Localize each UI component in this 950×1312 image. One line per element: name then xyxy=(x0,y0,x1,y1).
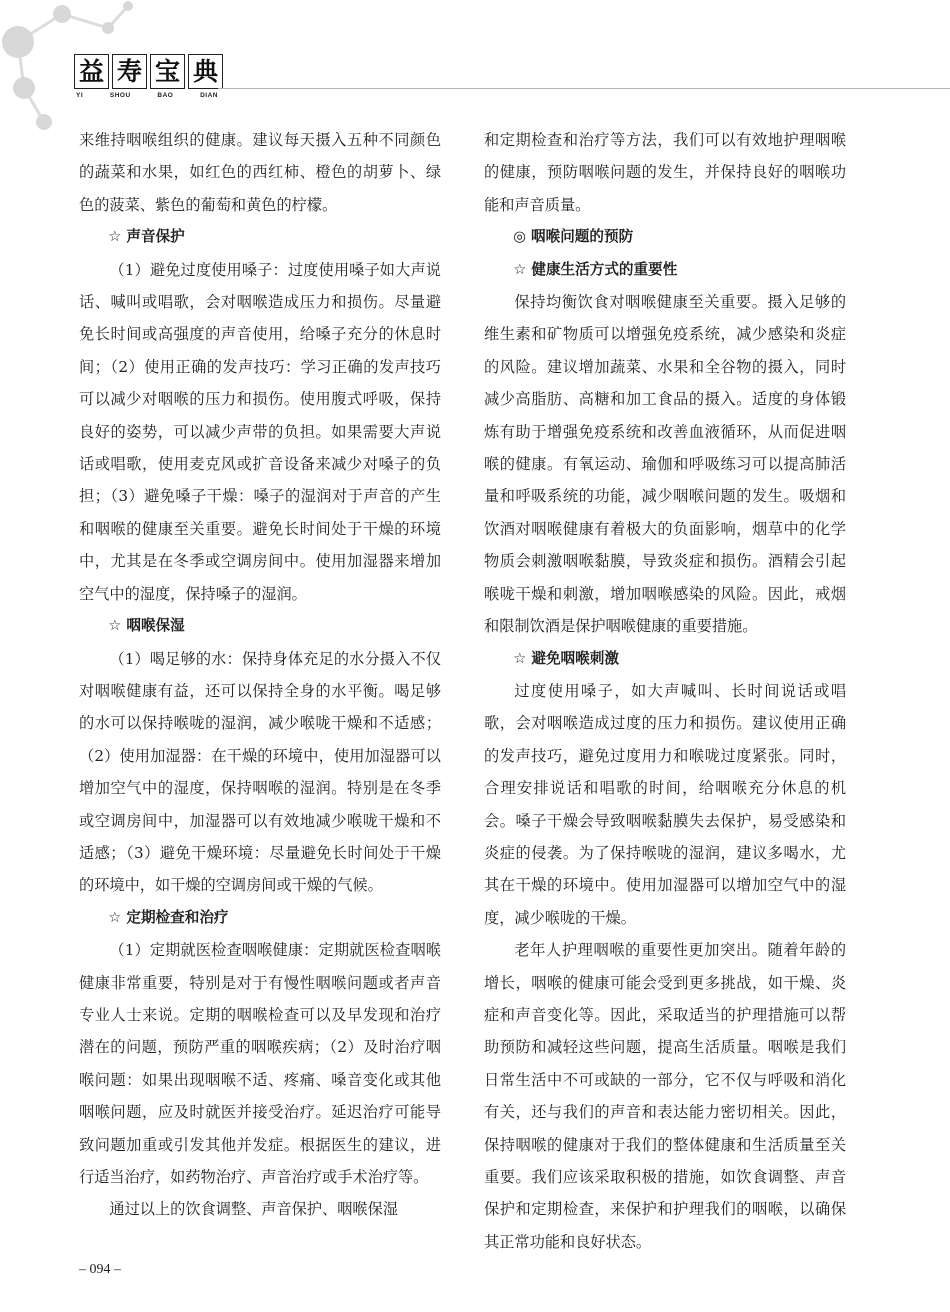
title-char: 寿 xyxy=(112,54,147,89)
paragraph: （1）定期就医检查咽喉健康：定期就医检查咽喉健康非常重要，特别是对于有慢性咽喉问题或者声音专业人士来说。定期的咽喉检查可以及早发现和治疗潜在的问题，预防严重的咽喉疾病；（2）及时治疗咽喉问题：如果出现咽喉不适、疼痛、嗓音变化或其他咽喉问题，应及时就医并接受治疗。延迟治疗可能导致问题加重或引发其他并发症。根据医生的建议，进行适当治疗，如药物治疗、声音治疗或手术治疗等。 xyxy=(79,941,441,1186)
page-number: – 094 – xyxy=(79,1262,121,1277)
paragraph: 和定期检查和治疗等方法，我们可以有效地护理咽喉的健康，预防咽喉问题的发生，并保持良好的咽喉功能和声音质量。 xyxy=(484,131,846,214)
pinyin-syllable: YI xyxy=(76,92,84,99)
page-header xyxy=(0,0,950,120)
paragraph: 过度使用嗓子，如大声喊叫、长时间说话或唱歌，会对咽喉造成过度的压力和损伤。建议使用正确的发声技巧，避免过度用力和喉咙过度紧张。同时，合理安排说话和唱歌的时间，给咽喉充分休息的机会。嗓子干燥会导致咽喉黏膜失去保护，易受感染和炎症的侵袭。为了保持喉咙的湿润，建议多喝水，尤其在干燥的环境中。使用加湿器可以增加空气中的湿度，减少喉咙的干燥。 xyxy=(484,681,846,927)
left-column xyxy=(79,124,441,1226)
section-heading: ☆ 咽喉保湿 xyxy=(108,617,185,635)
paragraph: 来维持咽喉组织的健康。建议每天摄入五种不同颜色的蔬菜和水果，如红色的西红柿、橙色的胡萝卜、绿色的菠菜、紫色的葡萄和黄色的柠檬。 xyxy=(79,131,441,214)
section-heading: ☆ 避免咽喉刺激 xyxy=(513,649,619,667)
pinyin-syllable: SHOU xyxy=(109,92,131,99)
pinyin-syllable: BAO xyxy=(157,92,174,99)
paragraph: 老年人护理咽喉的重要性更加突出。随着年龄的增长，咽喉的健康可能会受到更多挑战，如干燥、炎症和声音变化等。因此，采取适当的护理措施可以帮助预防和减轻这些问题，提高生活质量。咽喉是我们日常生活中不可或缺的一部分，它不仅与呼吸和消化有关，还与我们的声音和表达能力密切相关。因此，保持咽喉的健康对于我们的整体健康和生活质量至关重要。我们应该采取积极的措施，如饮食调整、声音保护和定期检查，来保护和护理我们的咽喉，以确保其正常功能和良好状态。 xyxy=(484,941,846,1251)
right-column xyxy=(484,124,846,1258)
title-char: 宝 xyxy=(150,54,185,89)
title-char: 典 xyxy=(188,54,223,89)
section-heading: ☆ 定期检查和治疗 xyxy=(108,908,229,926)
title-char: 益 xyxy=(74,54,109,89)
pinyin-syllable: DIAN xyxy=(200,92,218,99)
paragraph: 通过以上的饮食调整、声音保护、咽喉保湿 xyxy=(109,1200,398,1219)
section-heading: ☆ 健康生活方式的重要性 xyxy=(513,260,678,278)
title-pinyin xyxy=(76,92,218,99)
magazine-title xyxy=(74,54,223,89)
paragraph: （1）喝足够的水：保持身体充足的水分摄入不仅对咽喉健康有益，还可以保持全身的水平衡。喝足够的水可以保持喉咙的湿润，减少喉咙干燥和不适感；（2）使用加湿器：在干燥的环境中，使用加湿器可以增加空气中的湿度，保持咽喉的湿润。特别是在冬季或空调房间中，加湿器可以有效地减少喉咙干燥和不适感；（3）避免干燥环境：尽量避免长时间处于干燥的环境中，如干燥的空调房间或干燥的气候。 xyxy=(79,649,441,895)
header-rule xyxy=(218,88,950,89)
paragraph: （1）避免过度使用嗓子：过度使用嗓子如大声说话、喊叫或唱歌，会对咽喉造成压力和损伤。尽量避免长时间或高强度的声音使用，给嗓子充分的休息时间；（2）使用正确的发声技巧：学习正确的发声技巧可以减少对咽喉的压力和损伤。使用腹式呼吸，保持良好的姿势，可以减少声带的负担。如果需要大声说话或唱歌，使用麦克风或扩音设备来减少对嗓子的负担；（3）避免嗓子干燥：嗓子的湿润对于声音的产生和咽喉的健康至关重要。避免长时间处于干燥的环境中，尤其是在冬季或空调房间中。使用加湿器来增加空气中的湿度，保持嗓子的湿润。 xyxy=(79,260,441,603)
paragraph: 保持均衡饮食对咽喉健康至关重要。摄入足够的维生素和矿物质可以增强免疫系统，减少感染和炎症的风险。建议增加蔬菜、水果和全谷物的摄入，同时减少高脂肪、高糖和加工食品的摄入。适度的身体锻炼有助于增强免疫系统和改善血液循环，从而促进咽喉的健康。有氧运动、瑜伽和呼吸练习可以提高肺活量和呼吸系统的功能，减少咽喉问题的发生。吸烟和饮酒对咽喉健康有着极大的负面影响，烟草中的化学物质会刺激咽喉黏膜，导致炎症和损伤。酒精会引起喉咙干燥和刺激，增加咽喉感染的风险。因此，戒烟和限制饮酒是保护咽喉健康的重要措施。 xyxy=(484,293,846,636)
section-heading: ◎ 咽喉问题的预防 xyxy=(513,228,634,246)
section-heading: ☆ 声音保护 xyxy=(108,228,185,246)
